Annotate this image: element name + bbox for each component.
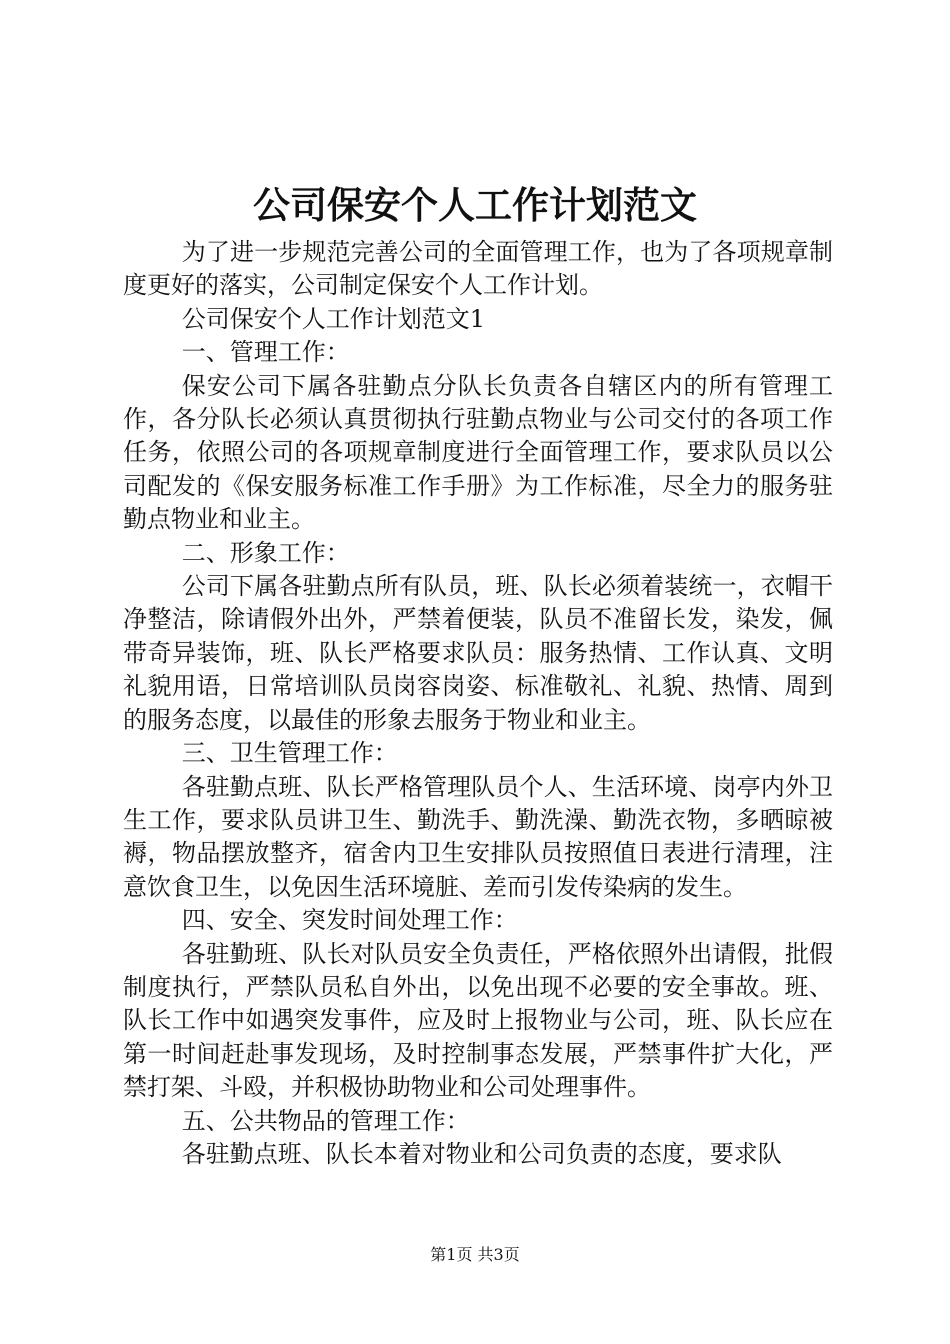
section-heading-management: 一、管理工作： (181, 338, 350, 367)
document-title: 公司保安个人工作计划范文 (253, 183, 697, 227)
section-paragraph-public-items: 各驻勤点班、队长本着对物业和公司负责的态度，要求队 (181, 1139, 782, 1168)
section-paragraph-image: 公司下属各驻勤点所有队员，班、队长必须着装统一，衣帽干净整洁，除请假外出外，严禁着便装，队员不准留长发，染发，佩带奇异装饰，班、队长严格要求队员：服务热情、工作认真、文明礼貌用语，日常培训队员岗容岗姿、标准敬礼、礼貌、热情、周到的服务态度，以最佳的形象去服务于物业和业主。 (123, 572, 833, 734)
intro-paragraph: 为了进一步规范完善公司的全面管理工作，也为了各项规章制度更好的落实，公司制定保安个人工作计划。 (123, 238, 833, 300)
page-footer: 第1页 共3页 (430, 1245, 520, 1264)
section-paragraph-hygiene: 各驻勤点班、队长严格管理队员个人、生活环境、岗亭内外卫生工作，要求队员讲卫生、勤洗手、勤洗澡、勤洗衣物，多晒晾被褥，物品摆放整齐，宿舍内卫生安排队员按照值日表进行清理，注意饮食卫生，以免因生活环境脏、差而引发传染病的发生。 (123, 772, 833, 901)
document-body (123, 236, 833, 1171)
section-heading-public-items: 五、公共物品的管理工作： (181, 1106, 470, 1135)
section-heading-safety: 四、安全、突发时间处理工作： (181, 906, 518, 935)
sample-heading: 公司保安个人工作计划范文1 (181, 304, 486, 333)
section-paragraph-management: 保安公司下属各驻勤点分队长负责各自辖区内的所有管理工作，各分队长必须认真贯彻执行驻勤点物业与公司交付的各项工作任务，依照公司的各项规章制度进行全面管理工作，要求队员以公司配发的《保安服务标准工作手册》为工作标准，尽全力的服务驻勤点物业和业主。 (123, 371, 833, 534)
section-paragraph-safety: 各驻勤班、队长对队员安全负责任，严格依照外出请假，批假制度执行，严禁队员私自外出，以免出现不必要的安全事故。班、队长工作中如遇突发事件，应及时上报物业与公司，班、队长应在第一时间赶赴事发现场，及时控制事态发展，严禁事件扩大化，严禁打架、斗殴，并积极协助物业和公司处理事件。 (123, 939, 833, 1102)
section-heading-image: 二、形象工作： (181, 538, 350, 567)
section-heading-hygiene: 三、卫生管理工作： (181, 739, 398, 768)
